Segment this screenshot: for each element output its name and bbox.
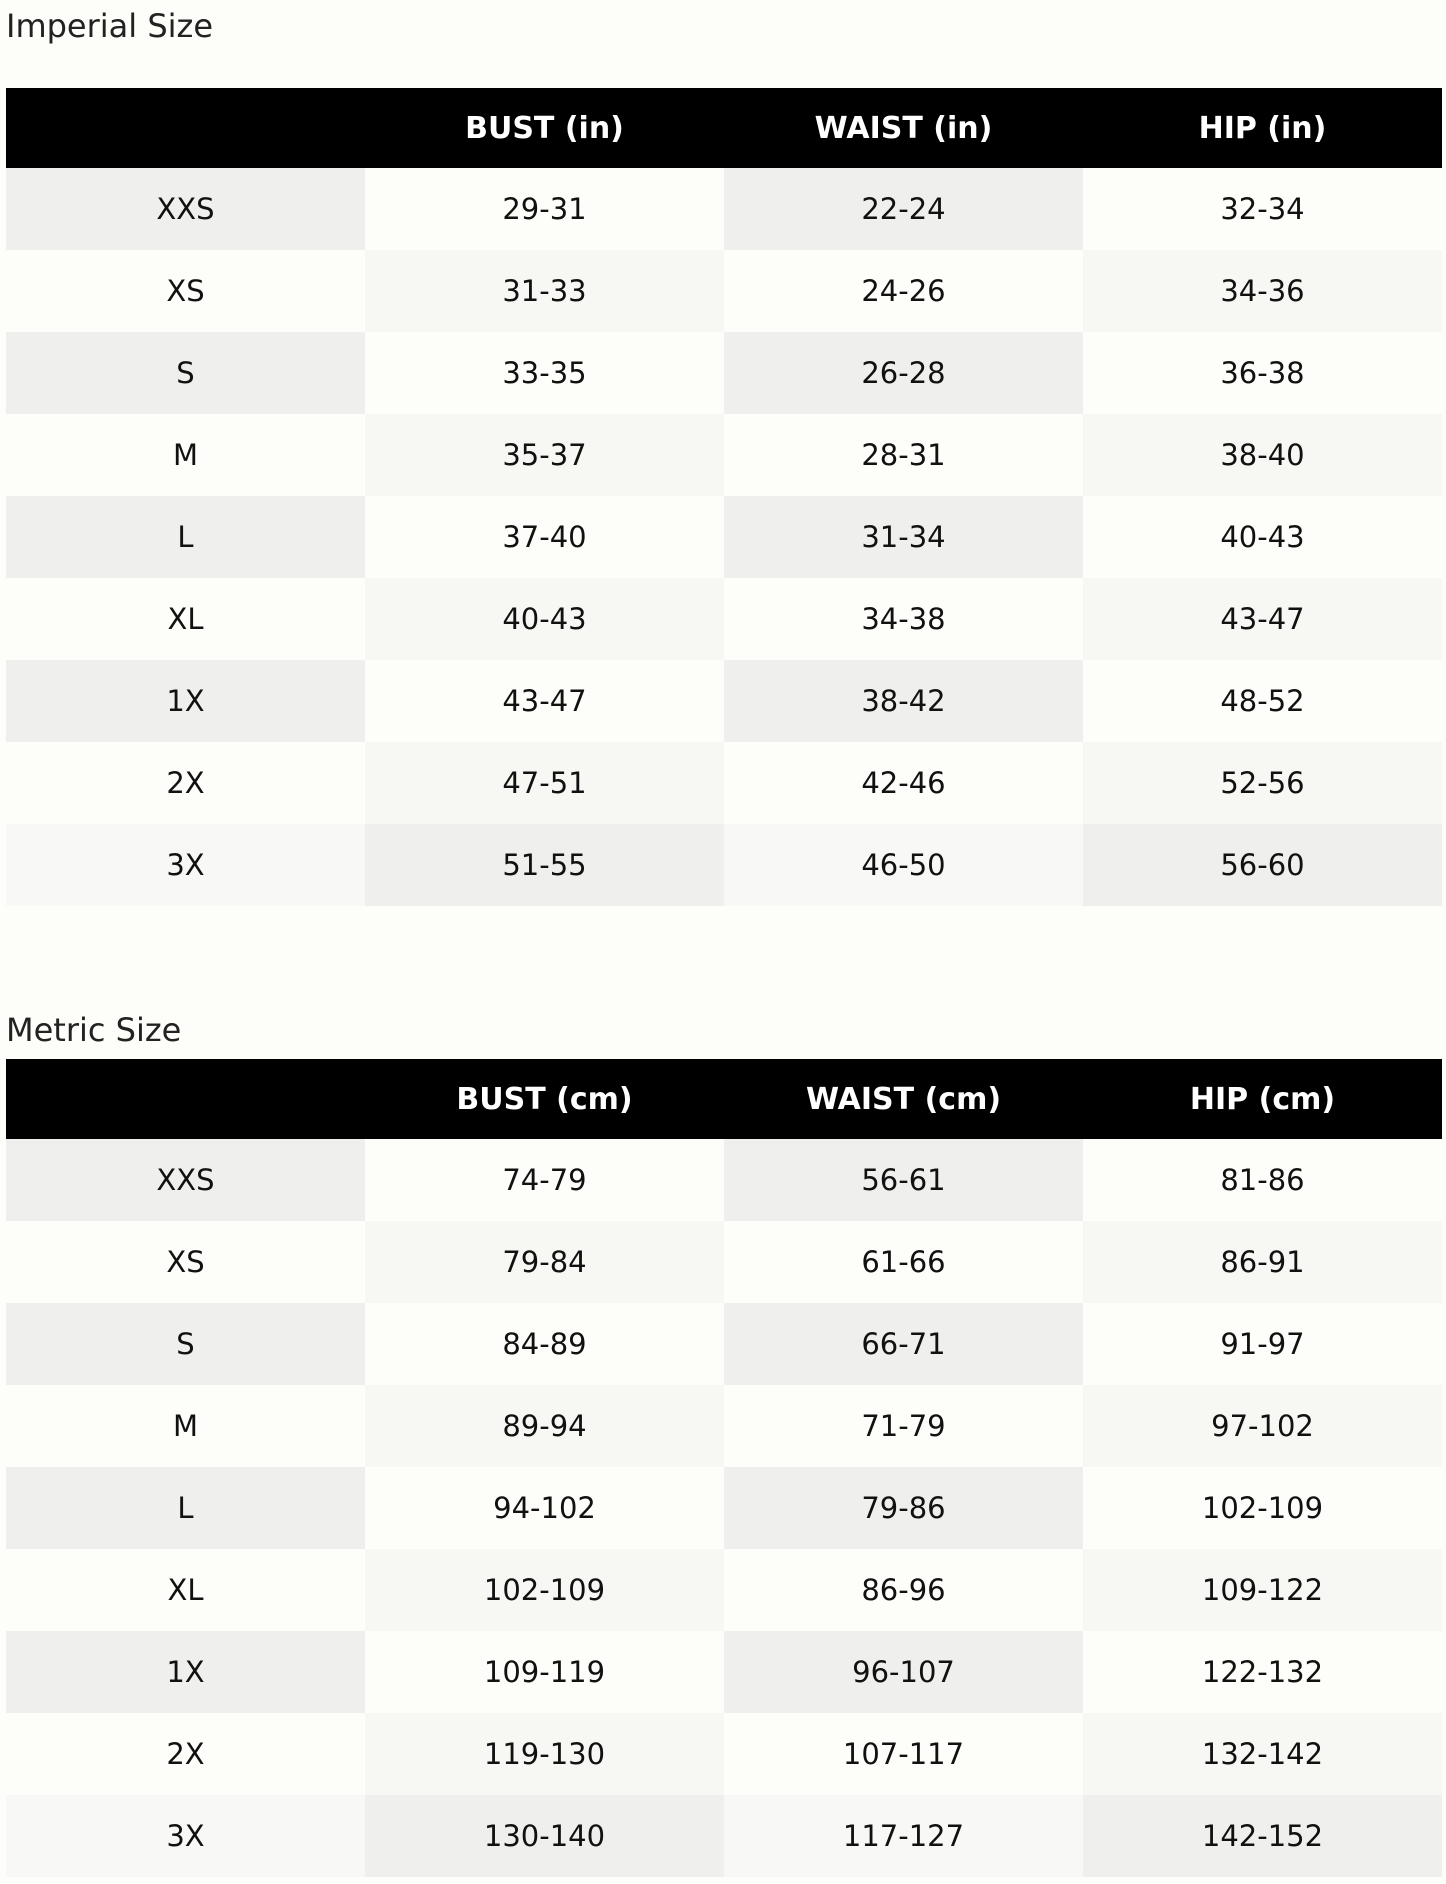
metric-size-title: Metric Size [6,1011,182,1049]
table-row [6,250,1442,332]
hip-cell: 43-47 [1083,578,1442,660]
hip-cell: 91-97 [1083,1303,1442,1385]
waist-cell: 117-127 [724,1795,1083,1877]
size-cell: 2X [6,1713,365,1795]
bust-cell: 119-130 [365,1713,724,1795]
table-row [6,1795,1442,1877]
table-row [6,1385,1442,1467]
waist-cell: 34-38 [724,578,1083,660]
bust-cell: 79-84 [365,1221,724,1303]
table-row [6,660,1442,742]
bust-cell: 33-35 [365,332,724,414]
metric-table-body [6,1139,1442,1877]
table-row [6,1221,1442,1303]
table-row [6,824,1442,906]
waist-cell: 46-50 [724,824,1083,906]
bust-column-header: BUST (in) [365,88,724,168]
table-header-row [6,88,1442,168]
size-cell: XXS [6,168,365,250]
bust-cell: 31-33 [365,250,724,332]
table-row [6,168,1442,250]
metric-size-table [6,1059,1442,1877]
waist-cell: 56-61 [724,1139,1083,1221]
bust-cell: 35-37 [365,414,724,496]
waist-cell: 31-34 [724,496,1083,578]
table-row [6,1631,1442,1713]
size-column-header [6,88,365,168]
table-row [6,742,1442,824]
bust-column-header: BUST (cm) [365,1059,724,1139]
bust-cell: 94-102 [365,1467,724,1549]
table-row [6,1713,1442,1795]
size-cell: 3X [6,824,365,906]
hip-cell: 48-52 [1083,660,1442,742]
bust-cell: 74-79 [365,1139,724,1221]
bust-cell: 43-47 [365,660,724,742]
hip-cell: 36-38 [1083,332,1442,414]
bust-cell: 29-31 [365,168,724,250]
hip-cell: 40-43 [1083,496,1442,578]
size-cell: XS [6,250,365,332]
hip-cell: 56-60 [1083,824,1442,906]
hip-cell: 86-91 [1083,1221,1442,1303]
bust-cell: 89-94 [365,1385,724,1467]
size-cell: L [6,496,365,578]
size-cell: S [6,332,365,414]
waist-cell: 66-71 [724,1303,1083,1385]
bust-cell: 109-119 [365,1631,724,1713]
waist-cell: 26-28 [724,332,1083,414]
hip-cell: 142-152 [1083,1795,1442,1877]
waist-cell: 61-66 [724,1221,1083,1303]
waist-cell: 96-107 [724,1631,1083,1713]
hip-cell: 122-132 [1083,1631,1442,1713]
hip-column-header: HIP (cm) [1083,1059,1442,1139]
waist-cell: 42-46 [724,742,1083,824]
waist-cell: 22-24 [724,168,1083,250]
waist-cell: 24-26 [724,250,1083,332]
table-row [6,1303,1442,1385]
hip-cell: 32-34 [1083,168,1442,250]
waist-cell: 107-117 [724,1713,1083,1795]
size-column-header [6,1059,365,1139]
size-cell: M [6,1385,365,1467]
hip-cell: 52-56 [1083,742,1442,824]
waist-cell: 79-86 [724,1467,1083,1549]
table-row [6,332,1442,414]
size-cell: S [6,1303,365,1385]
size-cell: M [6,414,365,496]
size-cell: 1X [6,1631,365,1713]
imperial-size-table [6,88,1442,906]
table-row [6,578,1442,660]
table-row [6,496,1442,578]
hip-column-header: HIP (in) [1083,88,1442,168]
size-cell: XL [6,1549,365,1631]
table-row [6,414,1442,496]
size-cell: 3X [6,1795,365,1877]
imperial-table-body [6,168,1442,906]
waist-column-header: WAIST (cm) [724,1059,1083,1139]
hip-cell: 34-36 [1083,250,1442,332]
table-header-row [6,1059,1442,1139]
table-row [6,1549,1442,1631]
hip-cell: 38-40 [1083,414,1442,496]
waist-cell: 86-96 [724,1549,1083,1631]
hip-cell: 102-109 [1083,1467,1442,1549]
hip-cell: 132-142 [1083,1713,1442,1795]
waist-cell: 71-79 [724,1385,1083,1467]
size-cell: XXS [6,1139,365,1221]
size-cell: XS [6,1221,365,1303]
hip-cell: 97-102 [1083,1385,1442,1467]
size-cell: 2X [6,742,365,824]
waist-cell: 28-31 [724,414,1083,496]
bust-cell: 51-55 [365,824,724,906]
hip-cell: 81-86 [1083,1139,1442,1221]
waist-cell: 38-42 [724,660,1083,742]
bust-cell: 130-140 [365,1795,724,1877]
bust-cell: 47-51 [365,742,724,824]
size-cell: XL [6,578,365,660]
bust-cell: 40-43 [365,578,724,660]
size-cell: L [6,1467,365,1549]
imperial-size-title: Imperial Size [6,7,214,45]
bust-cell: 84-89 [365,1303,724,1385]
waist-column-header: WAIST (in) [724,88,1083,168]
table-row [6,1467,1442,1549]
bust-cell: 37-40 [365,496,724,578]
bust-cell: 102-109 [365,1549,724,1631]
size-cell: 1X [6,660,365,742]
hip-cell: 109-122 [1083,1549,1442,1631]
table-row [6,1139,1442,1221]
